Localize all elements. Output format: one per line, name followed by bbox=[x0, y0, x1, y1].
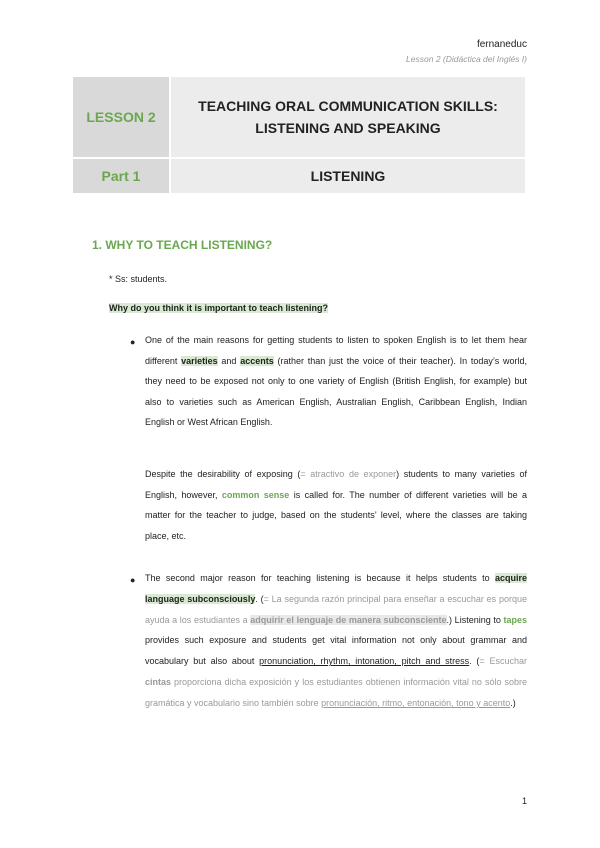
lesson-title-table bbox=[73, 77, 525, 193]
text-run: The second major reason for teaching listening is because it helps students to bbox=[145, 573, 495, 583]
page-header bbox=[406, 38, 527, 66]
text-run: is called for. The number of different varieties will be a matter for the teacher to judge, based on the students’ level, where the classes are taking place, etc. bbox=[145, 489, 528, 541]
highlight-acquire-language: acquire language subconsciously bbox=[145, 573, 527, 604]
lesson-label: LESSON 2 bbox=[73, 77, 170, 158]
document-subtitle: Lesson 2 (Didáctica del Inglés I) bbox=[406, 54, 527, 64]
highlight-varieties: varieties bbox=[181, 355, 218, 366]
bullet-marker: ● bbox=[130, 337, 136, 347]
translation-text: = Escuchar bbox=[479, 656, 527, 667]
question-highlight: Why do you think it is important to teach listening? bbox=[109, 303, 329, 313]
page-number: 1 bbox=[521, 796, 527, 806]
highlight-common-sense: common sense bbox=[221, 489, 290, 500]
author-name: fernaneduc bbox=[476, 39, 527, 50]
lesson-title bbox=[170, 77, 525, 158]
part-label: Part 1 bbox=[73, 158, 170, 193]
text-run: .) bbox=[510, 697, 516, 708]
translation-text: = atractivo de exponer bbox=[300, 469, 397, 479]
section-heading: 1. WHY TO TEACH LISTENING? bbox=[92, 238, 273, 252]
text-run: Despite the desirability of exposing ( bbox=[145, 469, 301, 479]
lesson-title-line2: LISTENING AND SPEAKING bbox=[255, 120, 441, 136]
translation-text: = La segunda razón principal para enseñar a escuchar es porque ayuda a los estudiantes a bbox=[145, 593, 527, 625]
paragraph-acquire-language bbox=[145, 568, 527, 714]
text-run: provides such exposure and students get vital information not only about grammar and vocabulary but also about bbox=[145, 635, 527, 667]
part-title: LISTENING bbox=[170, 158, 525, 193]
text-run: . ( bbox=[469, 656, 480, 667]
underline-pronunciation: pronunciation, rhythm, intonation, pitch and stress bbox=[259, 656, 470, 667]
text-run: . ( bbox=[255, 593, 264, 604]
translation-highlight: adquirir el lenguaje de manera subconsciente bbox=[250, 614, 447, 625]
text-run: One of the main reasons for getting students to listen to spoken English is to let them hear different bbox=[145, 335, 527, 366]
translation-underline: pronunciación, ritmo, entonación, tono y acento bbox=[321, 697, 511, 708]
text-run: and bbox=[217, 355, 241, 366]
abbreviation-note: * Ss: students. bbox=[109, 274, 168, 284]
text-run: (rather than just the voice of their teacher). In today’s world, they need to be exposed not only to one variety of English (British English, for example) but also to varieties such as American English, Australian English, Caribbean English, Indian English or West African English. bbox=[145, 355, 527, 428]
text-run: .) Listening to bbox=[446, 614, 504, 625]
lesson-title-line1: TEACHING ORAL COMMUNICATION SKILLS: bbox=[198, 98, 498, 114]
paragraph-exposure bbox=[145, 464, 527, 546]
question-line bbox=[109, 303, 328, 313]
highlight-accents: accents bbox=[240, 355, 274, 366]
bullet-marker: ● bbox=[130, 575, 136, 585]
highlight-tapes: tapes bbox=[503, 614, 528, 625]
translation-bold: cintas bbox=[145, 676, 172, 687]
text-run: ) students to many varieties of English, however, bbox=[145, 469, 527, 500]
paragraph-varieties bbox=[145, 330, 527, 433]
translation-text: proporciona dicha exposición y los estudiantes obtienen información vital no sólo sobre gramática y vocabulario sino también sobre bbox=[145, 676, 527, 708]
